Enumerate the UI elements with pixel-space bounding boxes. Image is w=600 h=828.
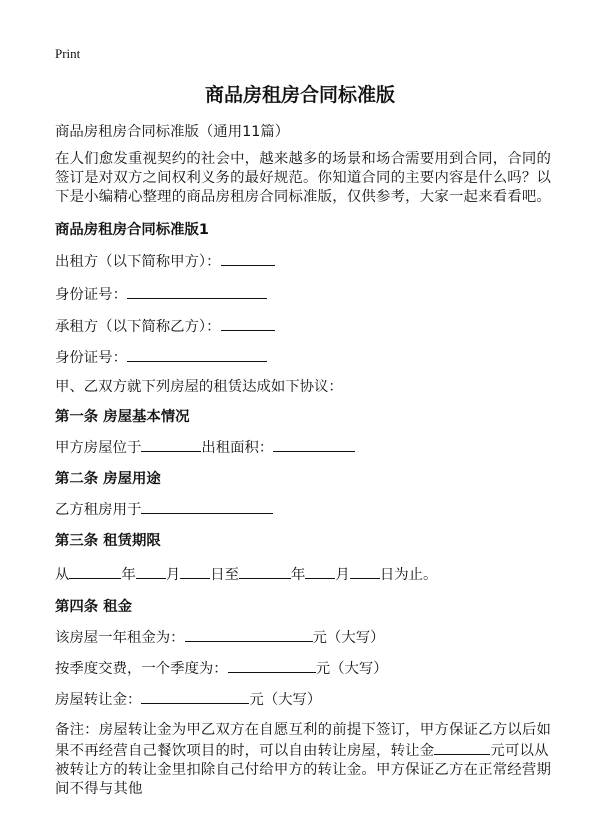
label: 年 bbox=[291, 567, 306, 583]
note-paragraph bbox=[55, 721, 555, 799]
blank-field bbox=[141, 437, 201, 452]
label: 年 bbox=[121, 567, 136, 583]
label: 元（大写） bbox=[315, 661, 388, 677]
label: 从 bbox=[55, 567, 70, 583]
label: 元（大写） bbox=[249, 692, 322, 708]
lessor-line bbox=[55, 250, 275, 271]
blank-field bbox=[180, 564, 210, 579]
blank-field bbox=[127, 284, 267, 299]
label: 日至 bbox=[210, 567, 240, 583]
label: 乙方租房用于 bbox=[55, 502, 142, 518]
blank-field bbox=[127, 347, 267, 362]
label: 该房屋一年租金为： bbox=[55, 630, 185, 646]
article-heading: 第三条 租赁期限 bbox=[55, 533, 161, 549]
blank-field bbox=[221, 251, 275, 266]
article-heading: 第一条 房屋基本情况 bbox=[55, 409, 190, 425]
page-title: 商品房租房合同标准版 bbox=[204, 84, 395, 106]
label: 房屋转让金： bbox=[55, 692, 142, 708]
label: 按季度交费，一个季度为： bbox=[55, 661, 228, 677]
annual-rent-line bbox=[55, 626, 385, 647]
term-line bbox=[55, 563, 437, 584]
label: 出租面积： bbox=[201, 440, 274, 456]
article-heading: 第二条 房屋用途 bbox=[55, 471, 161, 487]
quarterly-rent-line bbox=[55, 657, 388, 678]
blank-field bbox=[221, 316, 275, 331]
agreement-line: 甲、乙双方就下列房屋的租赁达成如下协议： bbox=[55, 379, 343, 395]
id-line bbox=[55, 283, 267, 304]
blank-field bbox=[434, 740, 490, 755]
note-text: 元可以从被转让方的转让金里扣除自己付给甲方的转让金。甲方保证乙方在正常经营期间不得与其他 bbox=[55, 743, 552, 797]
label: 月 bbox=[165, 567, 181, 583]
blank-field bbox=[185, 627, 313, 642]
blank-field bbox=[305, 564, 335, 579]
location-line bbox=[55, 436, 355, 457]
intro-paragraph: 在人们愈发重视契约的社会中，越来越多的场景和场合需要用到合同，合同的签订是对双方之间权利义务的最好规范。你知道合同的主要内容是什么吗？以下是小编精心整理的商品房租房合同标准版，仅供参考，大家一起来看看吧。 bbox=[55, 151, 552, 205]
lessee-line bbox=[55, 315, 275, 336]
label: 身份证号： bbox=[55, 350, 127, 366]
label: 身份证号： bbox=[55, 287, 127, 303]
label: 月 bbox=[335, 567, 350, 583]
label: 元（大写） bbox=[312, 630, 385, 646]
blank-field bbox=[350, 564, 380, 579]
blank-field bbox=[273, 437, 355, 452]
id-line bbox=[55, 346, 267, 367]
blank-field bbox=[69, 564, 121, 579]
label: 甲方房屋位于 bbox=[55, 440, 142, 456]
subtitle: 商品房租房合同标准版（通用11篇） bbox=[55, 124, 290, 140]
transfer-fee-line bbox=[55, 688, 321, 709]
note-text: 备注：房屋转让金为甲乙双方在自愿互利的前提下签订，甲方保证乙方以后如果不再经营自己餐饮项目的时，可以自由转让房屋，转让金 bbox=[55, 722, 552, 759]
blank-field bbox=[141, 689, 249, 704]
blank-field bbox=[141, 499, 273, 514]
label: 承租方（以下简称乙方）： bbox=[55, 319, 221, 335]
label: 日为止。 bbox=[379, 567, 438, 583]
print-link[interactable]: Print bbox=[55, 46, 81, 61]
section-heading: 商品房租房合同标准版1 bbox=[55, 222, 209, 238]
blank-field bbox=[136, 564, 166, 579]
label: 出租方（以下简称甲方）： bbox=[55, 254, 221, 270]
usage-line bbox=[55, 498, 273, 519]
article-heading: 第四条 租金 bbox=[55, 599, 132, 615]
blank-field bbox=[228, 658, 316, 673]
blank-field bbox=[239, 564, 291, 579]
